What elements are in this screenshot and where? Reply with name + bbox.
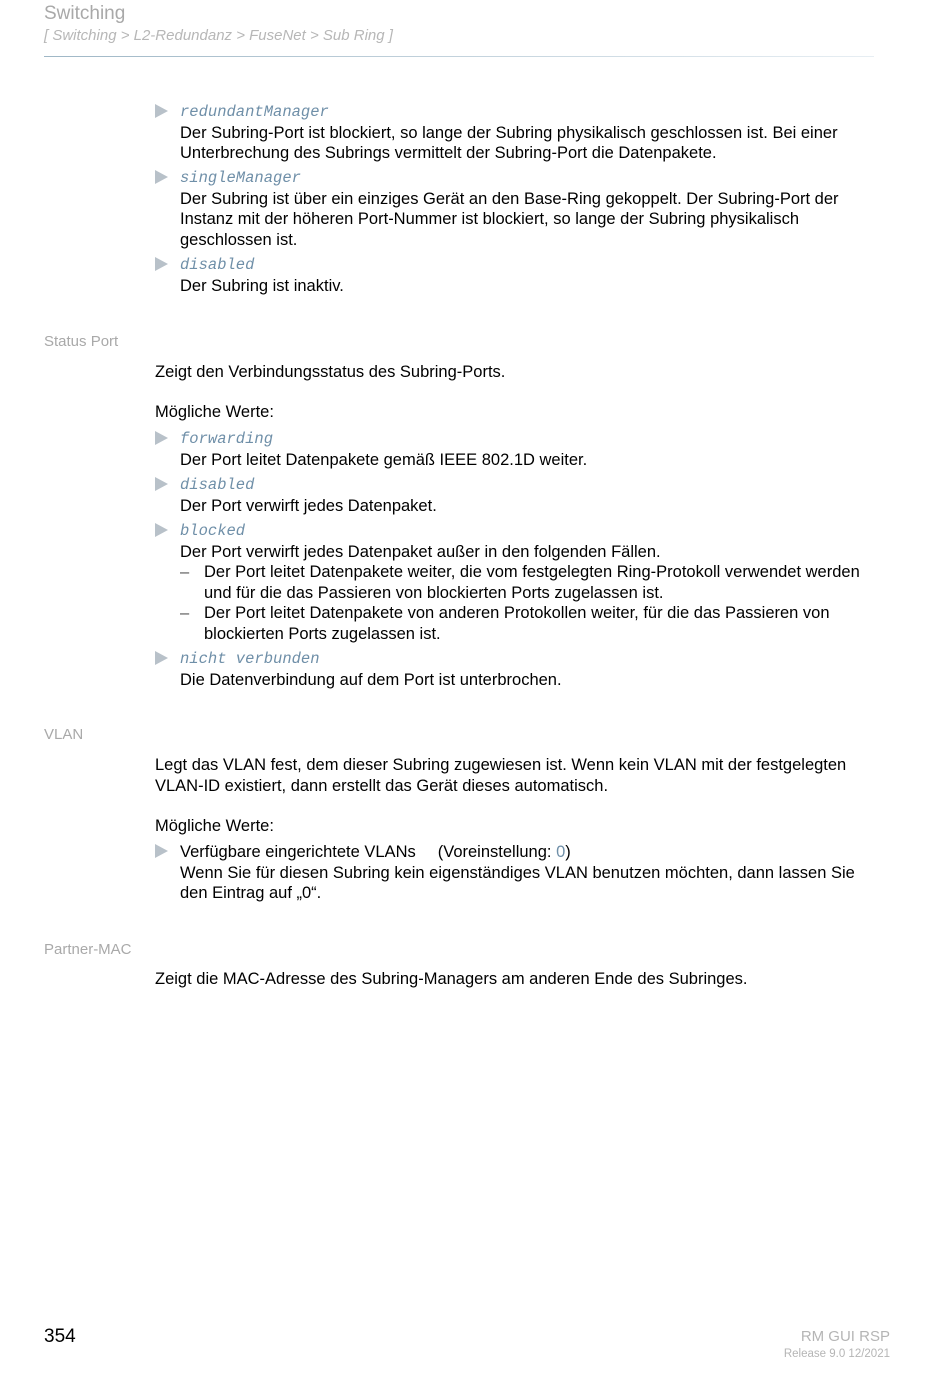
status-port-description: Zeigt den Verbindungsstatus des Subring-Ports. [155, 363, 506, 381]
triangle-bullet-icon [155, 170, 168, 184]
sub-item-line: Der Port leitet Datenpakete weiter, die vom festgelegten Ring-Protokoll verwendet werden [204, 563, 860, 582]
chapter-title: Switching [44, 3, 126, 24]
document-title: RM GUI RSP [800, 1328, 890, 1345]
triangle-bullet-icon [155, 257, 168, 271]
value-code: redundantManager [180, 103, 329, 121]
default-value: 0 [556, 843, 566, 861]
sub-item-line: Der Port leitet Datenpakete von anderen Protokollen weiter, für die das Passieren von [204, 604, 830, 623]
possible-values-label: Mögliche Werte: [155, 817, 274, 835]
partner-mac-description: Zeigt die MAC-Adresse des Subring-Managers am anderen Ende des Subringes. [155, 970, 748, 988]
description-line: Legt das VLAN fest, dem dieser Subring zugewiesen ist. Wenn kein VLAN mit der festgelegten [155, 756, 847, 774]
triangle-bullet-icon [155, 477, 168, 491]
value-description-line: Die Datenverbindung auf dem Port ist unterbrochen. [180, 670, 562, 689]
section-label-vlan: VLAN [44, 726, 84, 743]
value-line [180, 842, 885, 863]
list-item-forwarding [155, 429, 885, 470]
dash-bullet: – [180, 604, 190, 623]
value-code: disabled [180, 256, 255, 274]
vlan-description [155, 755, 885, 796]
page-number: 354 [44, 1326, 76, 1347]
value-code: disabled [180, 476, 255, 494]
triangle-bullet-icon [155, 844, 168, 858]
sub-item-line: blockierten Ports zugelassen ist. [204, 624, 441, 643]
section-label-status-port: Status Port [44, 333, 119, 350]
possible-values-label: Mögliche Werte: [155, 403, 274, 421]
triangle-bullet-icon [155, 651, 168, 665]
sub-list-item [180, 603, 885, 644]
triangle-bullet-icon [155, 431, 168, 445]
section-label-partner-mac: Partner-MAC [44, 941, 132, 958]
value-description-line: Der Port verwirft jedes Datenpaket. [180, 496, 437, 515]
value-code: singleManager [180, 169, 301, 187]
default-prefix: (Voreinstellung: [437, 843, 557, 861]
value-description-line: Instanz mit der höheren Port-Nummer ist blockiert, so lange der Subring physikalisch [180, 210, 800, 229]
list-item-single-manager [155, 168, 885, 250]
value-description-line: Der Subring ist inaktiv. [180, 276, 344, 295]
list-item-blocked [155, 521, 885, 645]
list-item-nicht-verbunden [155, 649, 885, 690]
value-code: blocked [180, 522, 246, 540]
description-line: VLAN-ID existiert, dann erstellt das Gerät dieses automatisch. [155, 776, 609, 795]
list-item-available-vlans [155, 842, 885, 904]
default-suffix: ) [565, 843, 571, 861]
value-description-line: Der Subring ist über ein einziges Gerät an den Base-Ring gekoppelt. Der Subring-Port der [180, 189, 839, 208]
value-description-line: geschlossen ist. [180, 230, 298, 249]
sub-list-item [180, 562, 885, 603]
sub-item-line: und für die das Passieren von blockierten Ports zugelassen ist. [204, 583, 664, 602]
value-description-line: Der Port verwirft jedes Datenpaket außer in den folgenden Fällen. [180, 542, 661, 561]
list-item-redundant-manager [155, 102, 885, 164]
page-header [44, 2, 874, 46]
dash-bullet: – [180, 563, 190, 582]
header-divider [44, 56, 874, 57]
triangle-bullet-icon [155, 523, 168, 537]
value-description-line: Der Subring-Port ist blockiert, so lange der Subring physikalisch geschlossen ist. Bei einer [180, 123, 838, 142]
breadcrumb: [ Switching > L2-Redundanz > FuseNet > Sub Ring ] [44, 27, 393, 44]
list-item-disabled [155, 255, 885, 296]
value-description-line: Der Port leitet Datenpakete gemäß IEEE 802.1D weiter. [180, 450, 588, 469]
note-line: den Eintrag auf „0“. [180, 884, 322, 903]
value-code: forwarding [180, 430, 274, 448]
release-info: Release 9.0 12/2021 [783, 1348, 890, 1360]
value-text: Verfügbare eingerichtete VLANs [180, 843, 416, 861]
note-line: Wenn Sie für diesen Subring kein eigenständiges VLAN benutzen möchten, dann lassen Sie [180, 863, 855, 882]
value-description-line: Unterbrechung des Subrings vermittelt der Subring-Port die Datenpakete. [180, 144, 717, 163]
triangle-bullet-icon [155, 104, 168, 118]
list-item-disabled [155, 475, 885, 516]
value-code: nicht verbunden [180, 650, 320, 668]
